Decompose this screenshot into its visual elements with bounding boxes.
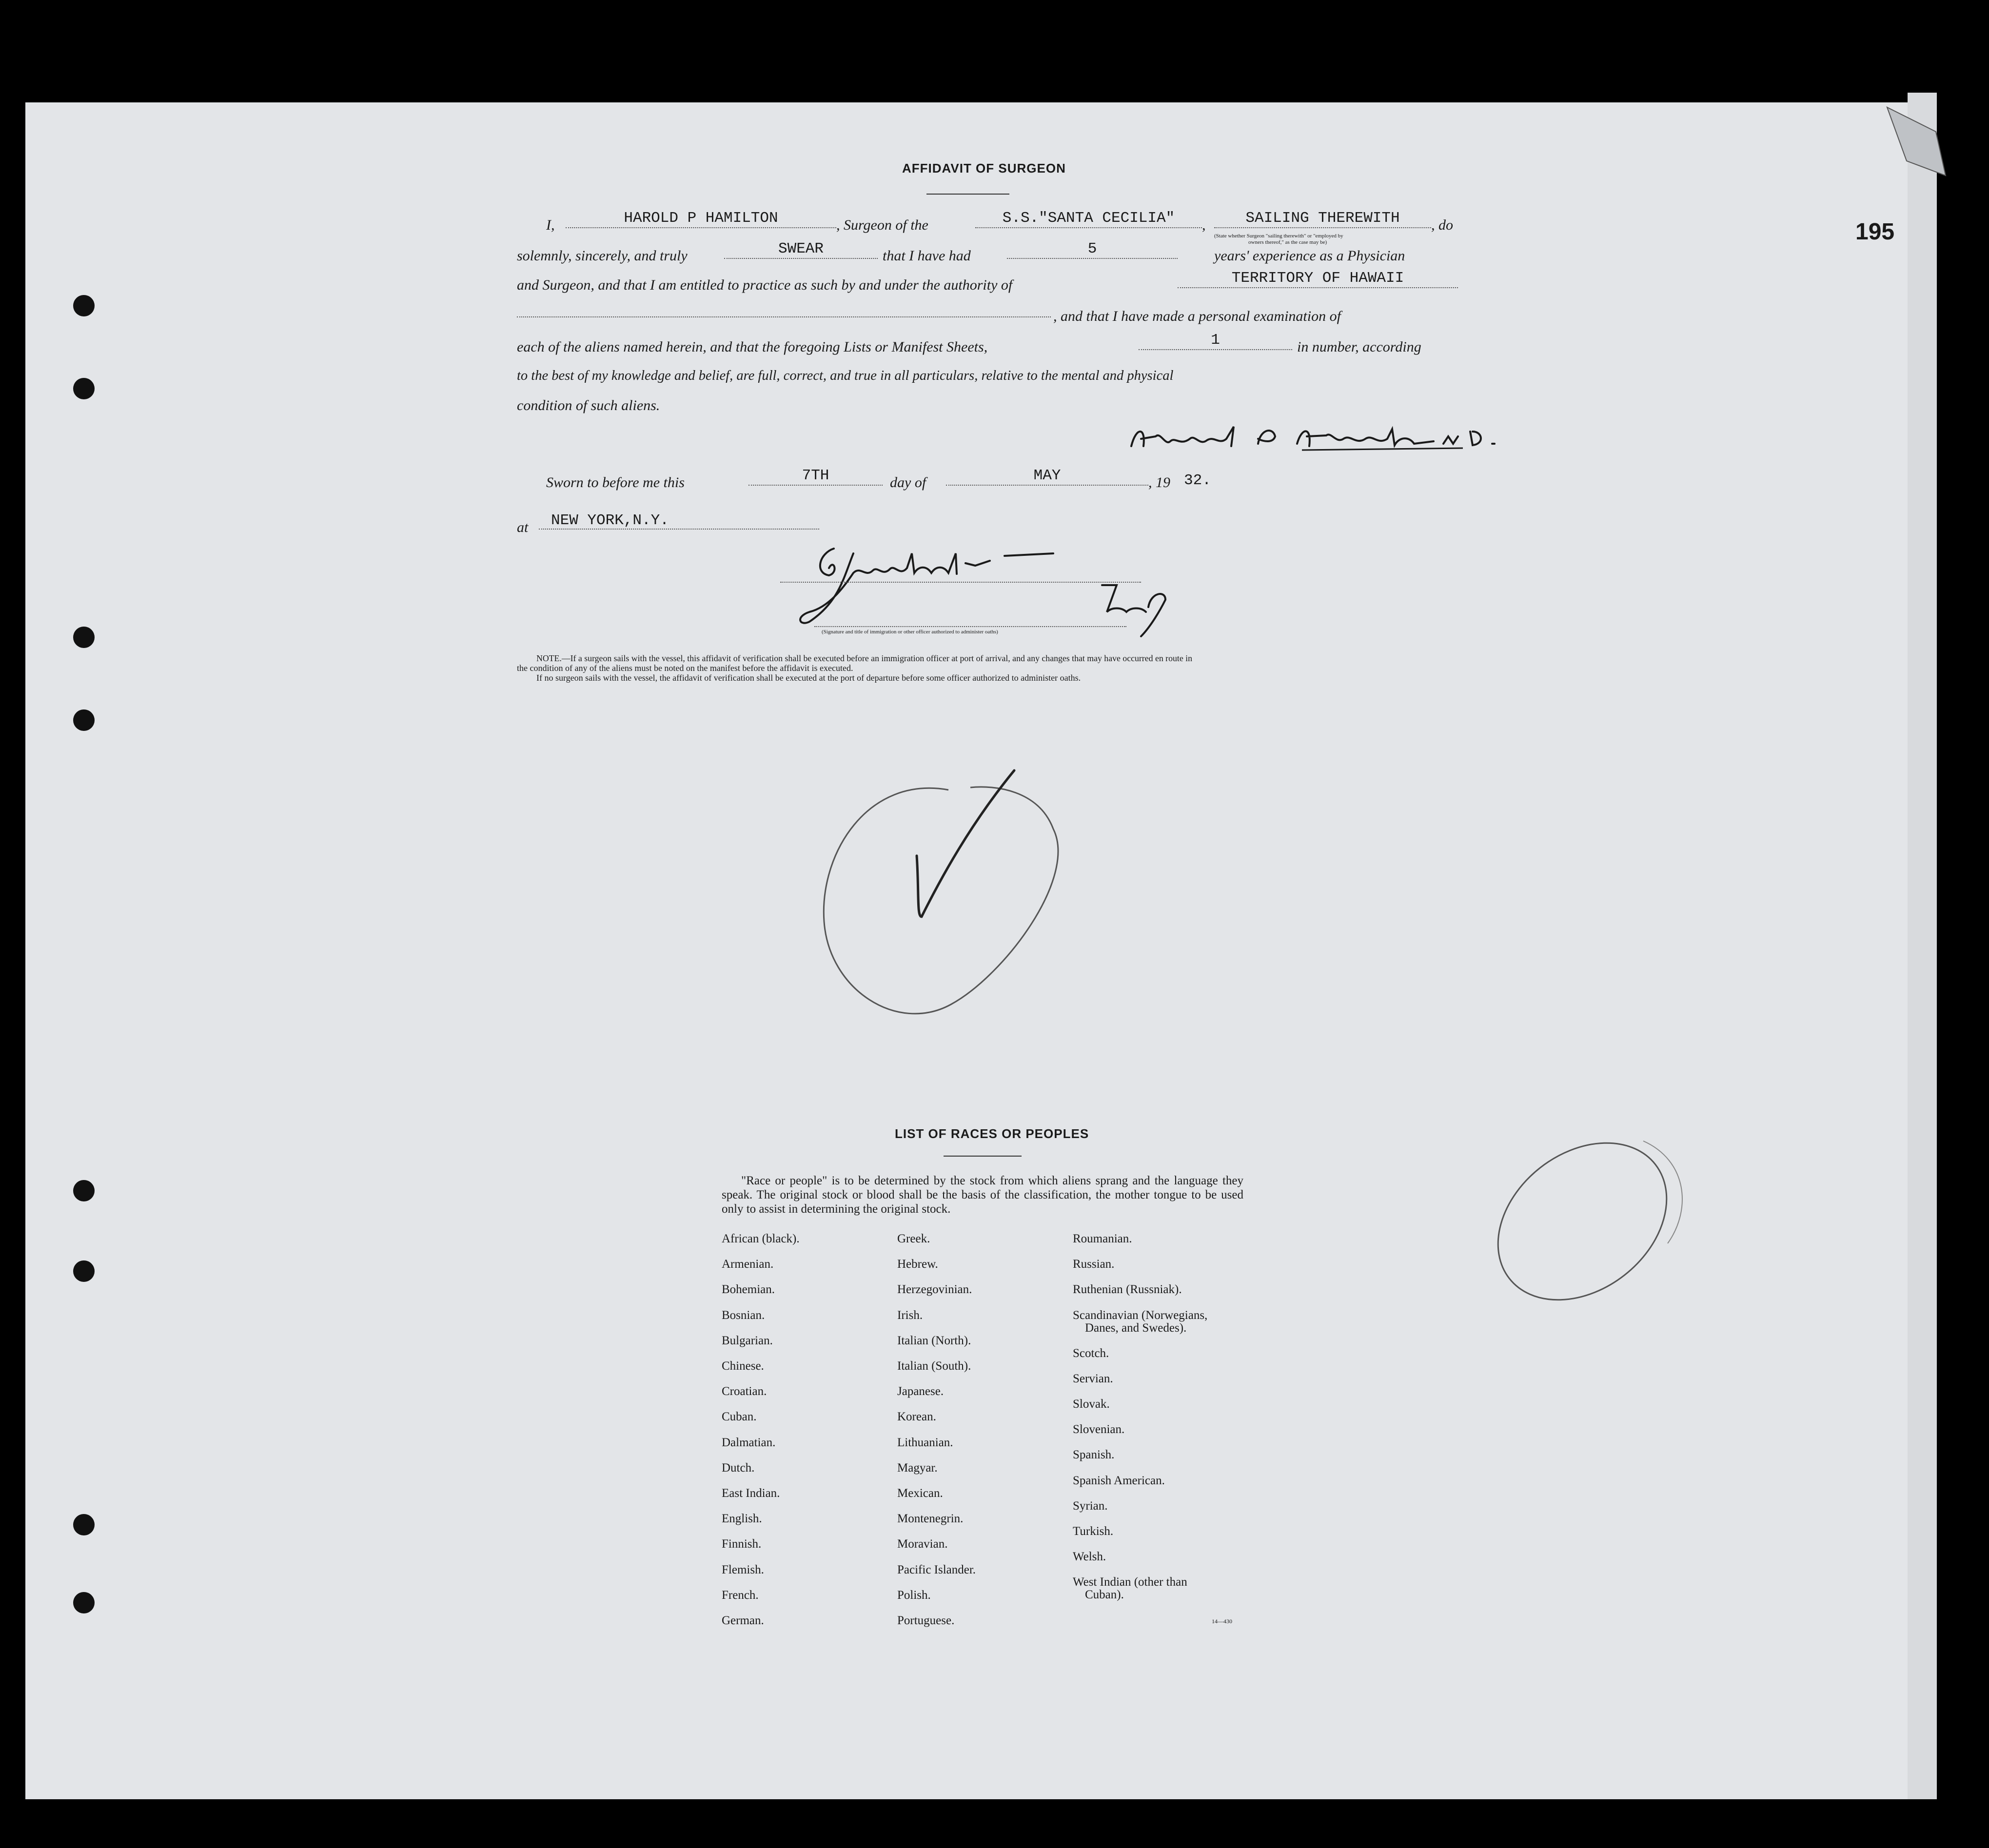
race-item: Portuguese.: [897, 1614, 955, 1628]
label-and-surgeon: and Surgeon, and that I am entitled to practice as such by and under the authority of: [517, 277, 1013, 293]
day-field: 7TH: [748, 467, 883, 486]
race-item: Italian (South).: [897, 1359, 971, 1373]
binder-hole: [73, 1260, 95, 1282]
place-field: NEW YORK,N.Y.: [539, 512, 819, 530]
race-item: Turkish.: [1073, 1525, 1114, 1538]
title-rule: [926, 194, 1009, 195]
races-column-1: [722, 1226, 800, 1633]
vessel-field: S.S."SANTA CECILIA": [975, 210, 1202, 228]
capacity-hint-2: owners thereof," as the case may be): [1248, 239, 1327, 245]
pencil-check-mark: [809, 756, 1083, 1039]
binder-hole: [73, 1592, 95, 1613]
race-item: Lithuanian.: [897, 1435, 953, 1449]
page-edge-stack: [1908, 93, 1937, 1799]
races-title: LIST OF RACES OR PEOPLES: [895, 1126, 1089, 1141]
race-item: Magyar.: [897, 1461, 938, 1474]
label-comma: ,: [1202, 217, 1206, 233]
race-item: Dalmatian.: [722, 1435, 776, 1449]
sheets-field: 1: [1139, 332, 1292, 350]
race-item: Irish.: [897, 1308, 923, 1322]
surgeon-name-field: HAROLD P HAMILTON: [566, 210, 836, 228]
authority-field: TERRITORY OF HAWAII: [1178, 270, 1458, 288]
authority-continuation-field: [517, 299, 1051, 317]
month-field: MAY: [946, 467, 1148, 486]
race-item: Herzegovinian.: [897, 1283, 972, 1297]
label-solemnly: solemnly, sincerely, and truly: [517, 248, 688, 264]
race-item: African (black).: [722, 1232, 800, 1245]
years-field: 5: [1007, 240, 1178, 259]
page-number: 195: [1855, 219, 1895, 245]
race-item: Flemish.: [722, 1563, 764, 1576]
race-item: Pacific Islander.: [897, 1563, 976, 1576]
race-item: Bosnian.: [722, 1308, 765, 1322]
race-item-continued: Cuban).: [1085, 1588, 1124, 1602]
race-item: Chinese.: [722, 1359, 764, 1373]
race-item: Bohemian.: [722, 1283, 775, 1297]
binder-hole: [73, 378, 95, 399]
label-surgeon-of: , Surgeon of the: [836, 217, 928, 233]
label-that-i-have-had: that I have had: [883, 248, 971, 264]
note-line-2: the condition of any of the aliens must be noted on the manifest before the affidavit is executed.: [517, 663, 853, 673]
race-item: Scotch.: [1073, 1346, 1109, 1360]
label-at: at: [517, 519, 529, 535]
pencil-oval: [1482, 1121, 1697, 1317]
race-item: German.: [722, 1614, 764, 1628]
race-item: Ruthenian (Russniak).: [1073, 1283, 1182, 1297]
capacity-field: SAILING THEREWITH: [1214, 210, 1431, 228]
label-each-of: each of the aliens named herein, and that the foregoing Lists or Manifest Sheets,: [517, 339, 988, 355]
race-item: Hebrew.: [897, 1258, 938, 1271]
label-nineteen: , 19: [1148, 474, 1170, 491]
race-item: Italian (North).: [897, 1334, 971, 1347]
race-item: West Indian (other than: [1073, 1575, 1187, 1589]
label-day-of: day of: [890, 474, 926, 491]
race-item: Bulgarian.: [722, 1334, 773, 1347]
race-item: Armenian.: [722, 1258, 774, 1271]
race-item: Mexican.: [897, 1487, 943, 1500]
binder-hole: [73, 295, 95, 316]
race-item: Montenegrin.: [897, 1512, 964, 1526]
race-item: Slovenian.: [1073, 1423, 1125, 1436]
note-line-3: If no surgeon sails with the vessel, the affidavit of verification shall be executed at the port of departure before some officer authorized to administer oaths.: [536, 673, 1081, 683]
officer-signature-line-1: [780, 562, 1141, 583]
race-item: Slovak.: [1073, 1397, 1110, 1411]
race-item: East Indian.: [722, 1487, 780, 1500]
races-intro: "Race or people" is to be determined by the stock from which aliens sprang and the language they speak. The original stock or blood shall be the basis of the classification, the mother tongue to be used only to assist in determining the original stock.: [722, 1174, 1243, 1216]
race-item: Finnish.: [722, 1537, 762, 1551]
race-item: Russian.: [1073, 1258, 1115, 1271]
races-title-rule: [944, 1156, 1022, 1157]
year-field: 32.: [1184, 472, 1211, 489]
note-line-1: NOTE.—If a surgeon sails with the vessel, this affidavit of verification shall be executed before an immigration officer at port of arrival, and any changes that may have occurred en route in: [536, 653, 1192, 663]
binder-hole: [73, 1514, 95, 1535]
race-item: English.: [722, 1512, 762, 1526]
race-item: Croatian.: [722, 1385, 767, 1398]
label-condition: condition of such aliens.: [517, 397, 660, 413]
label-do: , do: [1431, 217, 1453, 233]
race-item-continued: Danes, and Swedes).: [1085, 1321, 1187, 1335]
oath-field: SWEAR: [724, 240, 878, 259]
race-item: Moravian.: [897, 1537, 948, 1551]
race-item: Roumanian.: [1073, 1232, 1132, 1245]
race-item: Welsh.: [1073, 1550, 1106, 1564]
race-item: Scandinavian (Norwegians,: [1073, 1308, 1208, 1322]
affidavit-title: AFFIDAVIT OF SURGEON: [902, 161, 1066, 176]
label-i: I,: [546, 217, 555, 233]
race-item: Korean.: [897, 1410, 936, 1424]
race-item: Syrian.: [1073, 1499, 1108, 1513]
capacity-hint-1: (State whether Surgeon "sailing therewith" or "employed by: [1214, 233, 1343, 239]
race-item: Spanish American.: [1073, 1474, 1165, 1487]
race-item: Servian.: [1073, 1372, 1113, 1385]
binder-hole: [73, 1180, 95, 1201]
binder-hole: [73, 709, 95, 731]
officer-signature-line-2: [814, 609, 1126, 627]
surgeon-signature: [1122, 417, 1502, 461]
race-item: Greek.: [897, 1232, 930, 1245]
race-item: Dutch.: [722, 1461, 755, 1474]
label-years-experience: years' experience as a Physician: [1214, 248, 1405, 264]
race-item: Spanish.: [1073, 1448, 1115, 1462]
binder-hole: [73, 627, 95, 648]
race-item: Cuban.: [722, 1410, 757, 1424]
folded-corner: [1877, 102, 1950, 185]
label-personal-exam: , and that I have made a personal examination of: [1053, 308, 1341, 324]
races-column-2: [897, 1226, 976, 1633]
race-item: Polish.: [897, 1588, 931, 1602]
races-column-3: [1073, 1226, 1207, 1601]
label-sworn: Sworn to before me this: [546, 474, 685, 491]
label-to-the-best: to the best of my knowledge and belief, are full, correct, and true in all particulars, relative to the mental and physical: [517, 368, 1174, 383]
label-in-number: in number, according: [1297, 339, 1421, 355]
form-number: 14—430: [1212, 1618, 1232, 1625]
race-item: French.: [722, 1588, 759, 1602]
race-item: Japanese.: [897, 1385, 944, 1398]
officer-caption: (Signature and title of immigration or other officer authorized to administer oaths): [822, 629, 998, 635]
